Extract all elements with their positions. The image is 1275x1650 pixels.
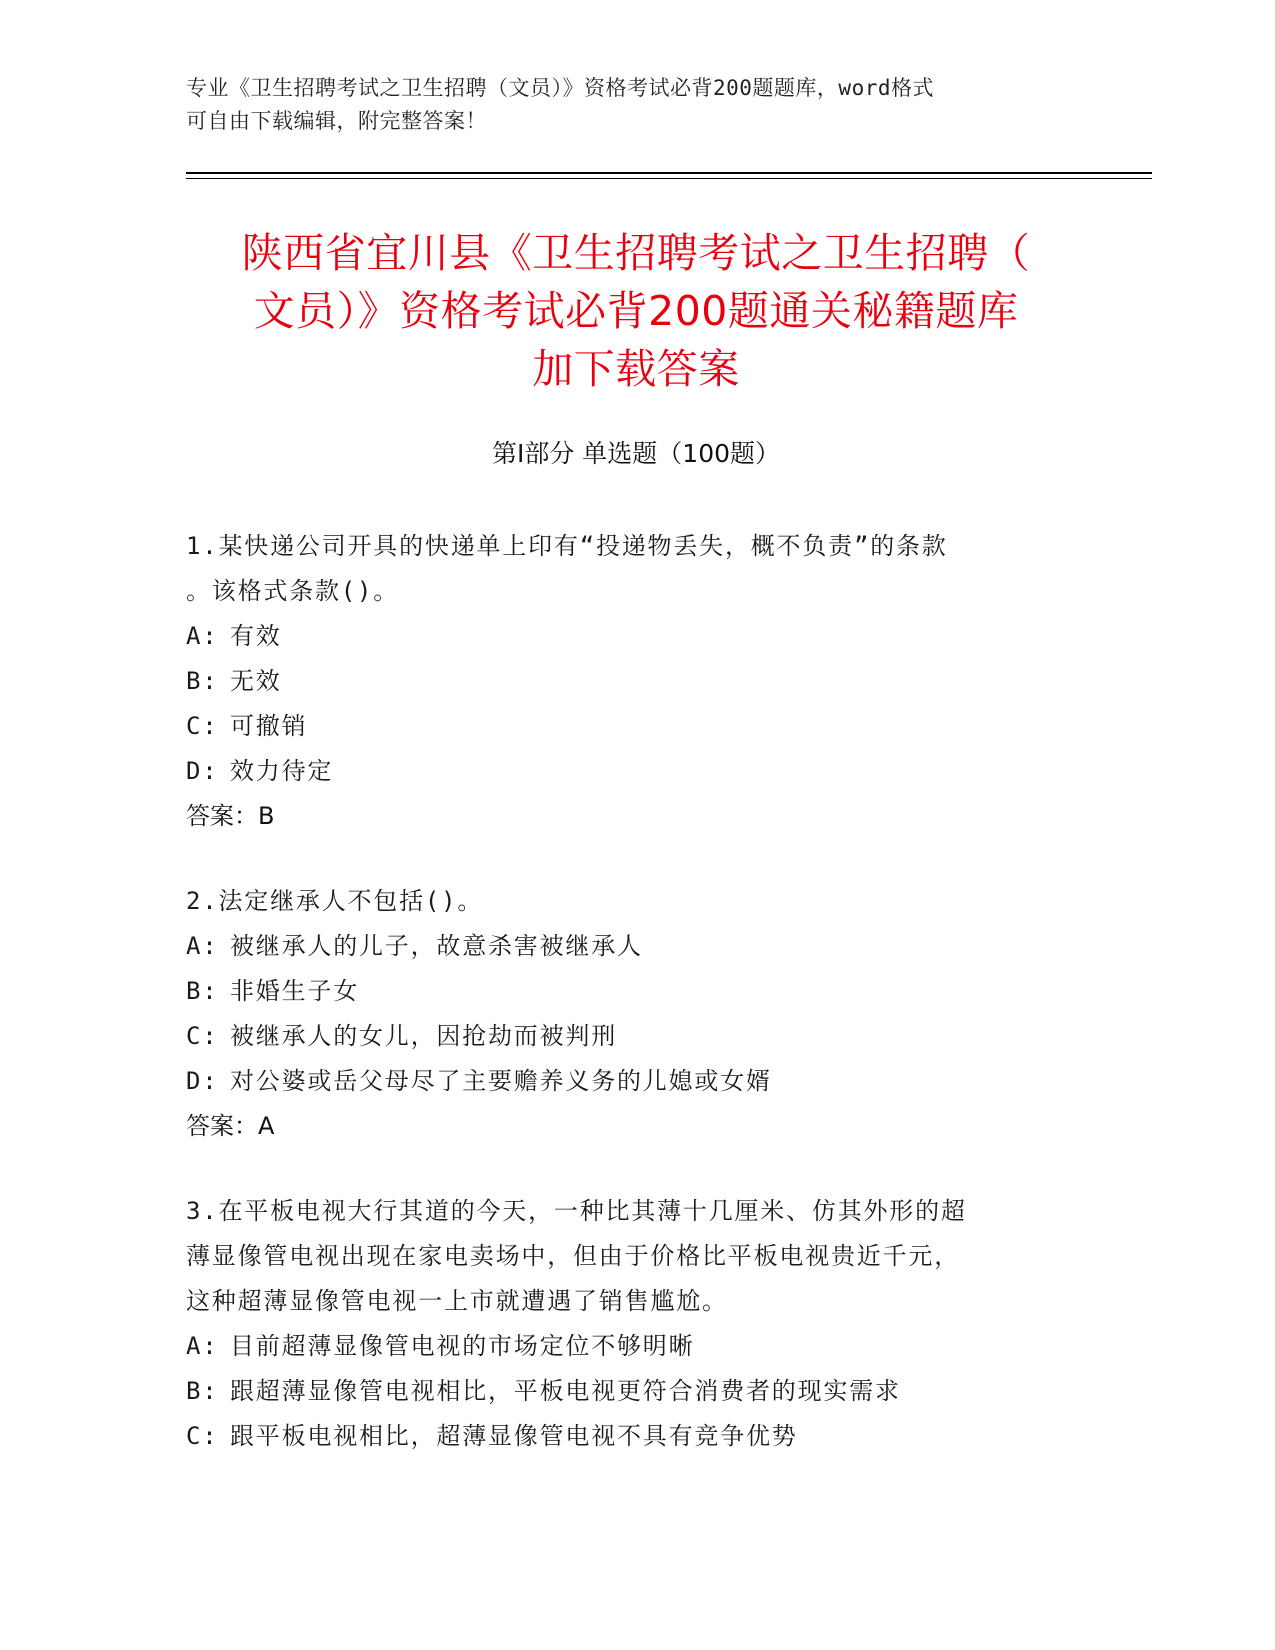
option-key: D: <box>186 757 219 785</box>
option-text: 可撤销 <box>230 712 308 740</box>
option-text: 被继承人的女儿，因抢劫而被判刑 <box>230 1022 617 1050</box>
option-text: 效力待定 <box>230 757 334 785</box>
question-2-option-b <box>186 969 1066 1014</box>
question-2-option-a <box>186 924 1066 969</box>
option-key: B: <box>186 1377 219 1405</box>
option-key: C: <box>186 1422 219 1450</box>
option-text: 目前超薄显像管电视的市场定位不够明晰 <box>230 1332 695 1360</box>
question-list <box>186 524 1066 1499</box>
option-text: 无效 <box>230 667 282 695</box>
question-1-stem-line-2: 。该格式条款()。 <box>186 577 400 605</box>
document-title-line-1: 陕西省宜川县《卫生招聘考试之卫生招聘（ <box>241 229 1031 277</box>
document-title-line-2: 文员）》资格考试必背200题通关秘籍题库 <box>253 287 1019 335</box>
question-1-option-d <box>186 749 1066 794</box>
option-key: C: <box>186 1022 219 1050</box>
question-1-stem-line-1: 1.某快递公司开具的快递单上印有“投递物丢失，概不负责”的条款 <box>186 532 948 560</box>
question-3-stem-line-1: 3.在平板电视大行其道的今天，一种比其薄十几厘米、仿其外形的超 <box>186 1197 967 1225</box>
document-title-line-3: 加下载答案 <box>532 345 740 393</box>
option-key: B: <box>186 977 219 1005</box>
option-key: A: <box>186 622 219 650</box>
option-key: B: <box>186 667 219 695</box>
document-title <box>186 224 1086 398</box>
question-2-answer: 答案：A <box>186 1112 275 1140</box>
option-text: 被继承人的儿子，故意杀害被继承人 <box>230 932 643 960</box>
option-key: A: <box>186 1332 219 1360</box>
question-3 <box>186 1189 1066 1459</box>
question-2-option-d <box>186 1059 1066 1104</box>
header-note-line-2: 可自由下载编辑，附完整答案！ <box>186 109 487 133</box>
question-1-answer: 答案：B <box>186 802 275 830</box>
section-title: 第Ⅰ部分 单选题（100题） <box>491 439 781 468</box>
option-text: 跟超薄显像管电视相比，平板电视更符合消费者的现实需求 <box>230 1377 901 1405</box>
question-3-option-a <box>186 1324 1066 1369</box>
question-2-stem-line-1: 2.法定继承人不包括()。 <box>186 887 484 915</box>
question-2 <box>186 879 1066 1149</box>
question-1 <box>186 524 1066 839</box>
option-key: C: <box>186 712 219 740</box>
header-divider-thin <box>186 178 1152 179</box>
option-key: D: <box>186 1067 219 1095</box>
question-3-option-c <box>186 1414 1066 1459</box>
question-2-option-c <box>186 1014 1066 1059</box>
header-note <box>186 72 1066 138</box>
option-text: 非婚生子女 <box>230 977 359 1005</box>
option-key: A: <box>186 932 219 960</box>
header-note-line-1: 专业《卫生招聘考试之卫生招聘（文员）》资格考试必背200题题库，word格式 <box>186 76 934 100</box>
question-3-stem-line-3: 这种超薄显像管电视一上市就遭遇了销售尴尬。 <box>186 1287 728 1315</box>
question-3-option-b <box>186 1369 1066 1414</box>
question-1-option-b <box>186 659 1066 704</box>
option-text: 跟平板电视相比，超薄显像管电视不具有竞争优势 <box>230 1422 798 1450</box>
question-3-stem-line-2: 薄显像管电视出现在家电卖场中，但由于价格比平板电视贵近千元， <box>186 1242 960 1270</box>
option-text: 对公婆或岳父母尽了主要赡养义务的儿媳或女婿 <box>230 1067 772 1095</box>
option-text: 有效 <box>230 622 282 650</box>
question-1-option-a <box>186 614 1066 659</box>
header-divider-thick <box>186 172 1152 174</box>
question-1-option-c <box>186 704 1066 749</box>
